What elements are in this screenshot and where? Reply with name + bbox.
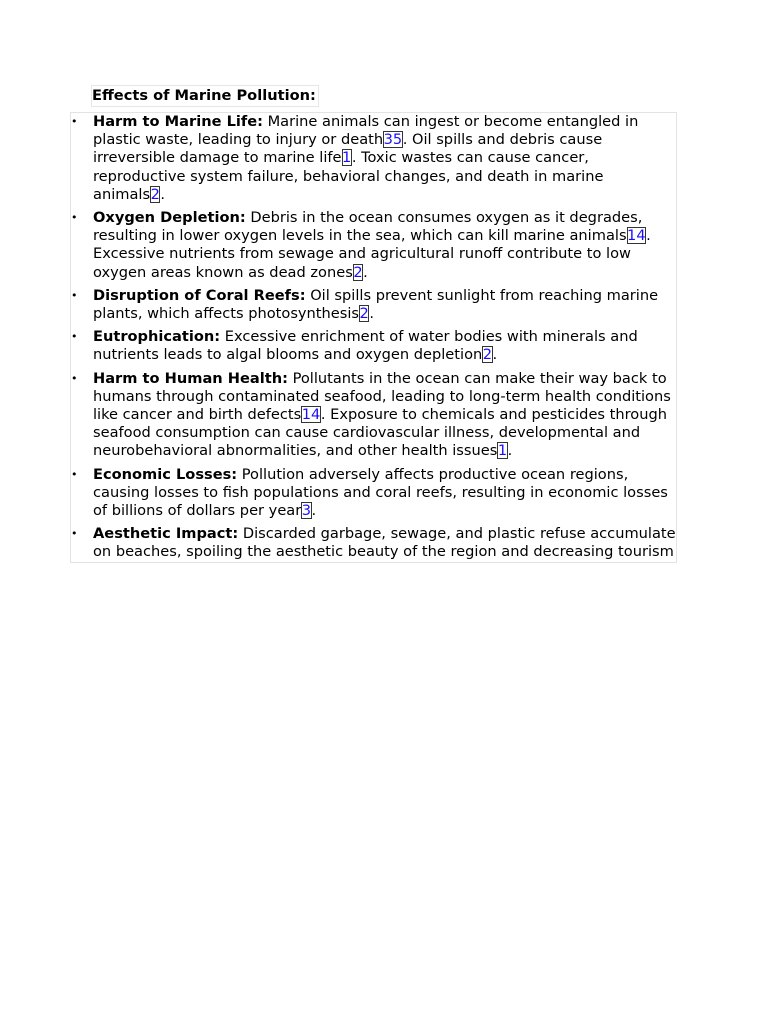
bullet-icon: • (71, 211, 78, 225)
citation-link[interactable]: 14 (627, 227, 646, 245)
citation-link[interactable]: 2 (482, 346, 493, 364)
item-body-text: Pollution adversely affects productive ocean regions, causing losses to fish populations and coral reefs, resulting in economic losses of billions of dollars per year (93, 465, 668, 520)
item-body-text: . Excessive nutrients from sewage and agricultural runoff contribute to low oxygen areas known as dead zones (93, 227, 651, 281)
page-title: Effects of Marine Pollution: (92, 87, 316, 104)
list-item (71, 525, 676, 561)
item-text (93, 209, 676, 282)
item-text (93, 328, 676, 364)
item-title: Aesthetic Impact: (93, 525, 239, 543)
bullet-icon: • (71, 467, 78, 481)
bullet-icon: • (71, 330, 78, 344)
item-title: Harm to Human Health: (93, 369, 288, 387)
citation-link[interactable]: 14 (301, 406, 321, 424)
list-item (71, 113, 676, 204)
item-body-text: . (492, 346, 498, 364)
list-item (71, 287, 676, 323)
item-text (93, 466, 676, 521)
item-body-text: . (311, 502, 317, 520)
citation-link[interactable]: 2 (353, 263, 363, 281)
item-body-text: . (507, 442, 513, 460)
item-body-text: . (160, 185, 166, 203)
item-title: Harm to Marine Life: (93, 113, 263, 130)
list-item (71, 209, 676, 282)
item-body-text: Excessive enrichment of water bodies with minerals and nutrients leads to algal blooms and oxygen depletion (93, 328, 638, 364)
item-body-text: . (363, 263, 368, 281)
list-item (71, 328, 676, 364)
citation-link[interactable]: 35 (383, 131, 403, 149)
citation-link[interactable]: 1 (342, 149, 352, 167)
citation-link[interactable]: 1 (497, 442, 508, 460)
bullet-icon: • (71, 288, 78, 302)
list-item (71, 466, 676, 521)
item-text (93, 525, 676, 561)
item-body-text: Marine animals can ingest or become entangled in plastic waste, leading to injury or death (93, 113, 639, 149)
item-text (93, 287, 676, 323)
item-body-text: . Exposure to chemicals and pesticides through seafood consumption can cause cardiovascular illness, developmental and neurobehavioral abnormalities, and other health issues (93, 406, 668, 460)
item-title: Disruption of Coral Reefs: (93, 286, 306, 304)
bullet-icon: • (71, 115, 78, 128)
item-text (93, 113, 676, 204)
item-title: Eutrophication: (93, 328, 221, 346)
bullet-icon: • (71, 527, 78, 541)
item-body-text: . Toxic wastes can cause cancer, reproductive system failure, behavioral changes, and death in marine animals (93, 149, 604, 203)
item-body-text: Discarded garbage, sewage, and plastic refuse accumulate on beaches, spoiling the aesthetic beauty of the region and decreasing tourism (93, 525, 676, 561)
bullet-icon: • (71, 371, 78, 385)
item-title: Economic Losses: (93, 465, 238, 483)
effects-list (70, 112, 677, 563)
citation-link[interactable]: 3 (301, 502, 312, 520)
item-body-text: Debris in the ocean consumes oxygen as it degrades, resulting in lower oxygen levels in the sea, which can kill marine animals (93, 209, 643, 245)
item-text (93, 370, 676, 461)
item-body-text: Oil spills prevent sunlight from reaching marine plants, which affects photosynthesis (93, 286, 659, 323)
citation-link[interactable]: 2 (359, 305, 369, 323)
citation-link[interactable]: 2 (150, 185, 160, 203)
item-body-text: . (369, 305, 374, 323)
item-title: Oxygen Depletion: (93, 209, 246, 227)
item-body-text: Pollutants in the ocean can make their way back to humans through contaminated seafood, leading to long-term health conditions like cancer and birth defects (93, 369, 671, 424)
item-body-text: . Oil spills and debris cause irreversible damage to marine life (93, 131, 603, 167)
list-item (71, 370, 676, 461)
